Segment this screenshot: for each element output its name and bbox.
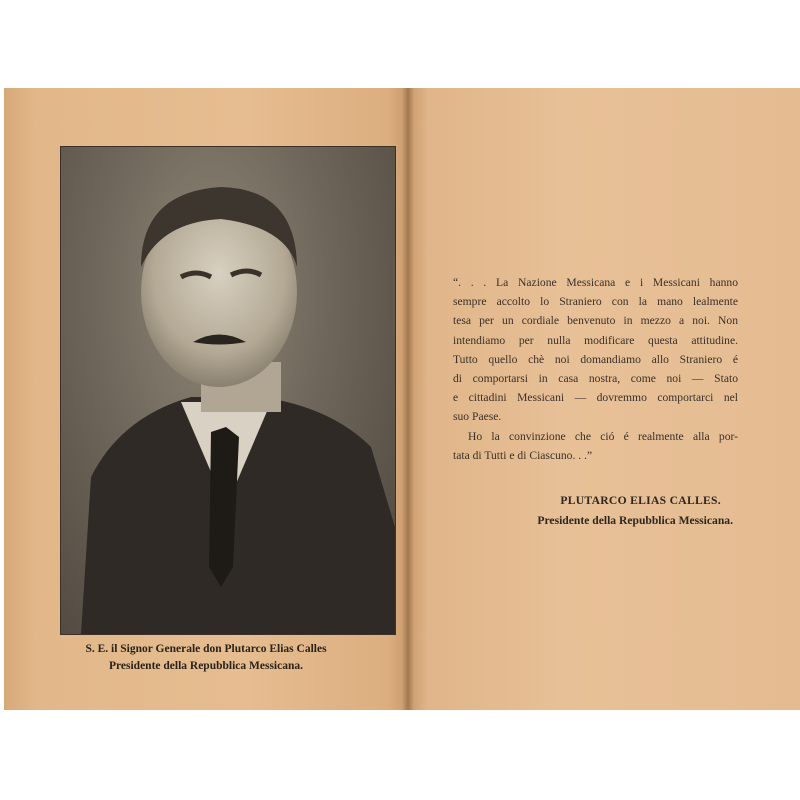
quote-line: intendiamo per nulla modificare questa attitudine. [453,333,738,347]
book-gutter [402,88,414,710]
signature-name: PLUTARCO ELIAS CALLES. [560,494,721,507]
quote-line: tata di Tutti e di Ciascuno. . .” [453,448,593,462]
caption-line: Presidente della Repubblica Messicana. [108,660,303,672]
quote-line: di comportarsi in casa nostra, come noi — Stato [453,371,738,385]
signature [453,491,733,531]
quote-line: “. . . La Nazione Messicana e i Messicani hanno [453,276,738,289]
quote-line: e cittadini Messicani — dovremmo comportarci nel [453,391,738,405]
signature-title: Presidente della Repubblica Messicana. [537,514,733,527]
right-page [408,88,800,710]
caption-line: S. E. il Signor Generale don Plutarco Elias Calles [85,643,327,655]
quote-line: Tutto quello chè noi domandiamo allo Straniero é [453,352,738,366]
quote-text [453,273,738,465]
photo-caption [24,641,388,675]
quote-line: Ho la convinzione che ció é realmente alla por- [468,429,738,443]
quote-line: sempre accolto lo Straniero con la mano lealmente [453,295,738,309]
left-page [4,88,408,710]
portrait-photo [60,146,396,635]
portrait-figure [61,147,395,634]
quote-line: suo Paese. [453,410,502,424]
quote-line: tesa per un cordiale benvenuto in mezzo a noi. Non [453,314,738,328]
